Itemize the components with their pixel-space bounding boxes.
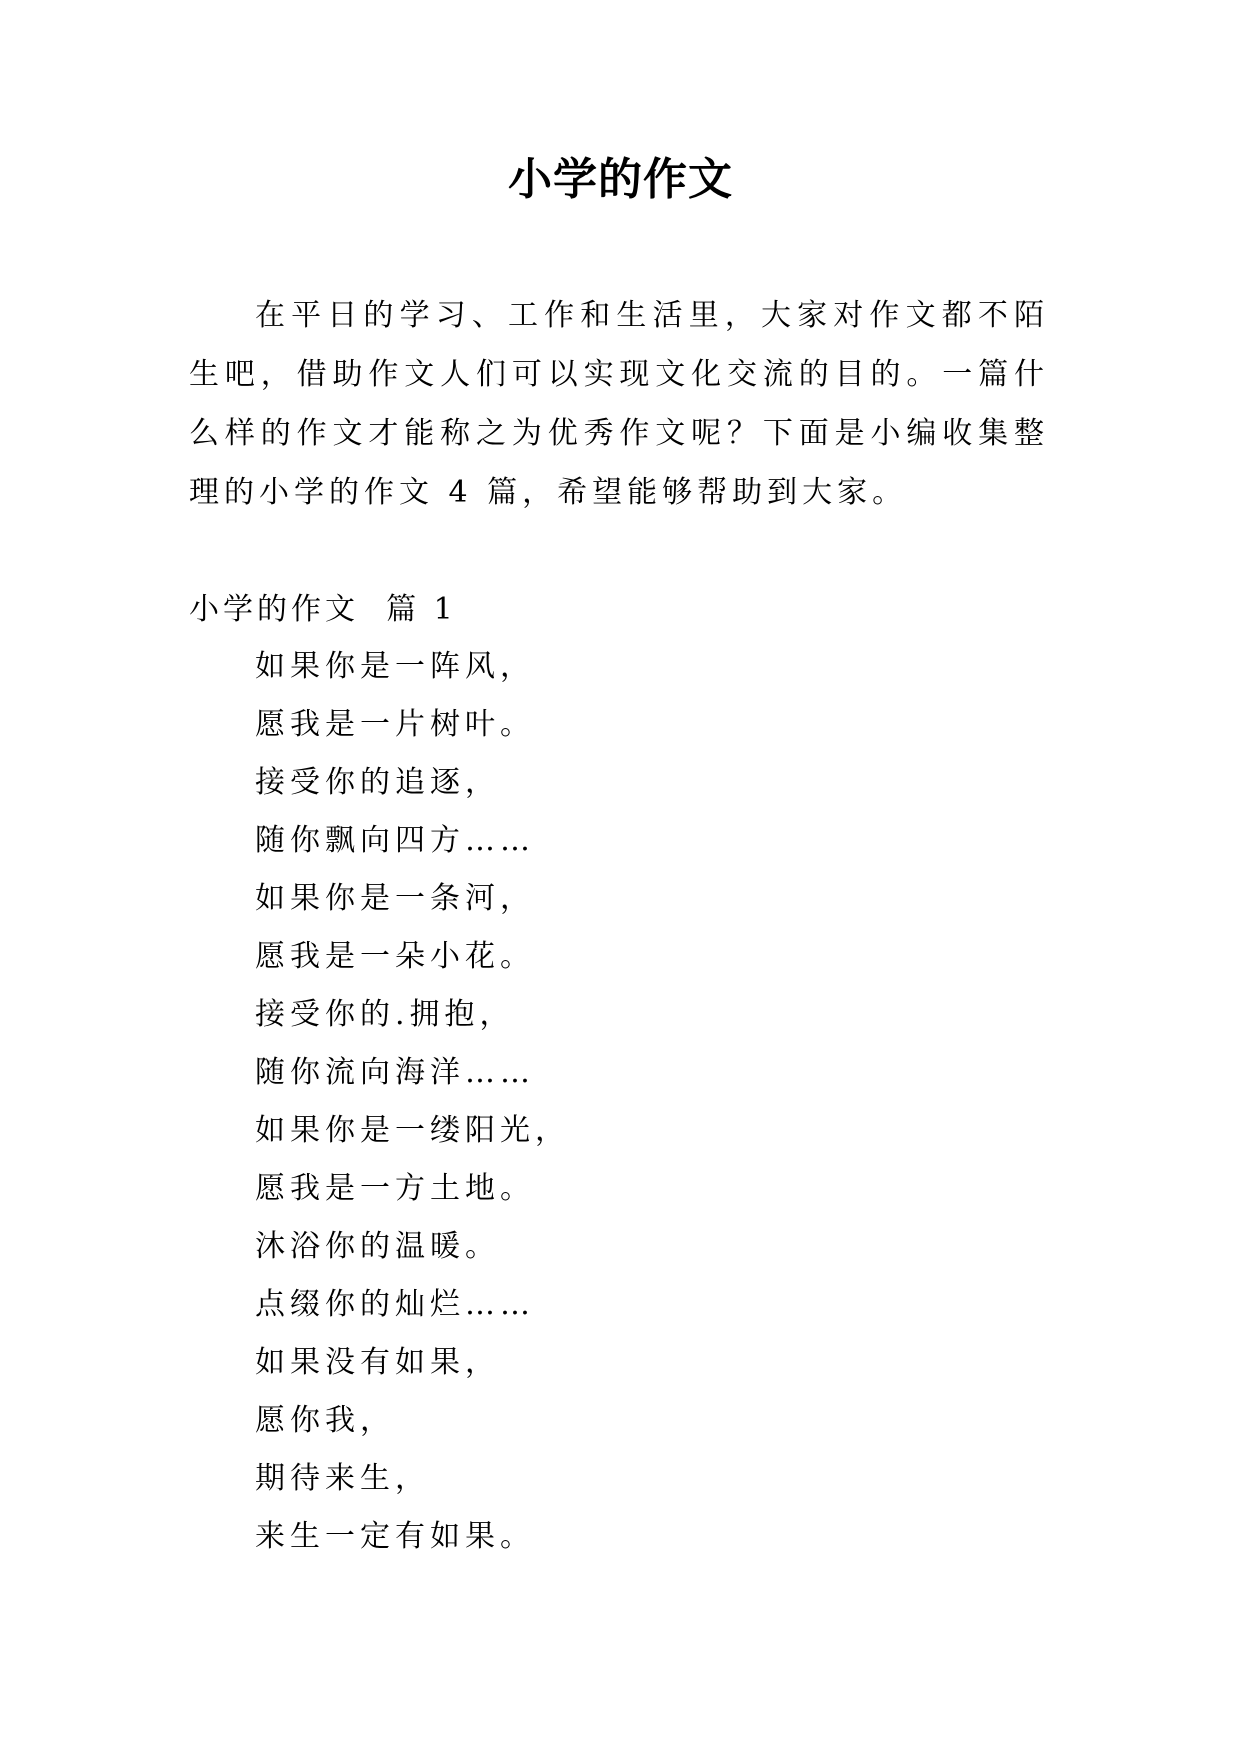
poem-line: 接受你的.拥抱，: [255, 997, 515, 1032]
poem-line: 点缀你的灿烂……: [255, 1287, 535, 1322]
poem-line: 愿你我，: [255, 1403, 395, 1438]
poem-line: 如果你是一条河，: [255, 881, 535, 916]
intro-paragraph: [189, 286, 1049, 522]
intro-text: 在平日的学习、工作和生活里，大家对作文都不陌生吧，借助作文人们可以实现文化交流的目的。一篇什么样的作文才能称之为优秀作文呢？下面是小编收集整理的小学的作文 4 篇，希望能够帮助到大家。: [189, 298, 1049, 510]
poem-line: 随你飘向四方……: [255, 823, 535, 858]
poem-line: 随你流向海洋……: [255, 1055, 535, 1090]
document-title: 小学的作文: [508, 154, 733, 205]
poem-line: 如果你是一阵风，: [255, 649, 535, 684]
poem: [255, 638, 570, 1566]
poem-line: 如果没有如果，: [255, 1345, 500, 1380]
poem-line: 愿我是一片树叶。: [255, 707, 535, 742]
poem-line: 如果你是一缕阳光，: [255, 1113, 570, 1148]
poem-line: 来生一定有如果。: [255, 1519, 535, 1554]
poem-line: 接受你的追逐，: [255, 765, 500, 800]
poem-line: 沐浴你的温暖。: [255, 1229, 500, 1264]
poem-line: 愿我是一朵小花。: [255, 939, 535, 974]
section-heading: 小学的作文 篇 1: [189, 592, 457, 627]
poem-line: 期待来生，: [255, 1461, 430, 1496]
poem-line: 愿我是一方土地。: [255, 1171, 535, 1206]
